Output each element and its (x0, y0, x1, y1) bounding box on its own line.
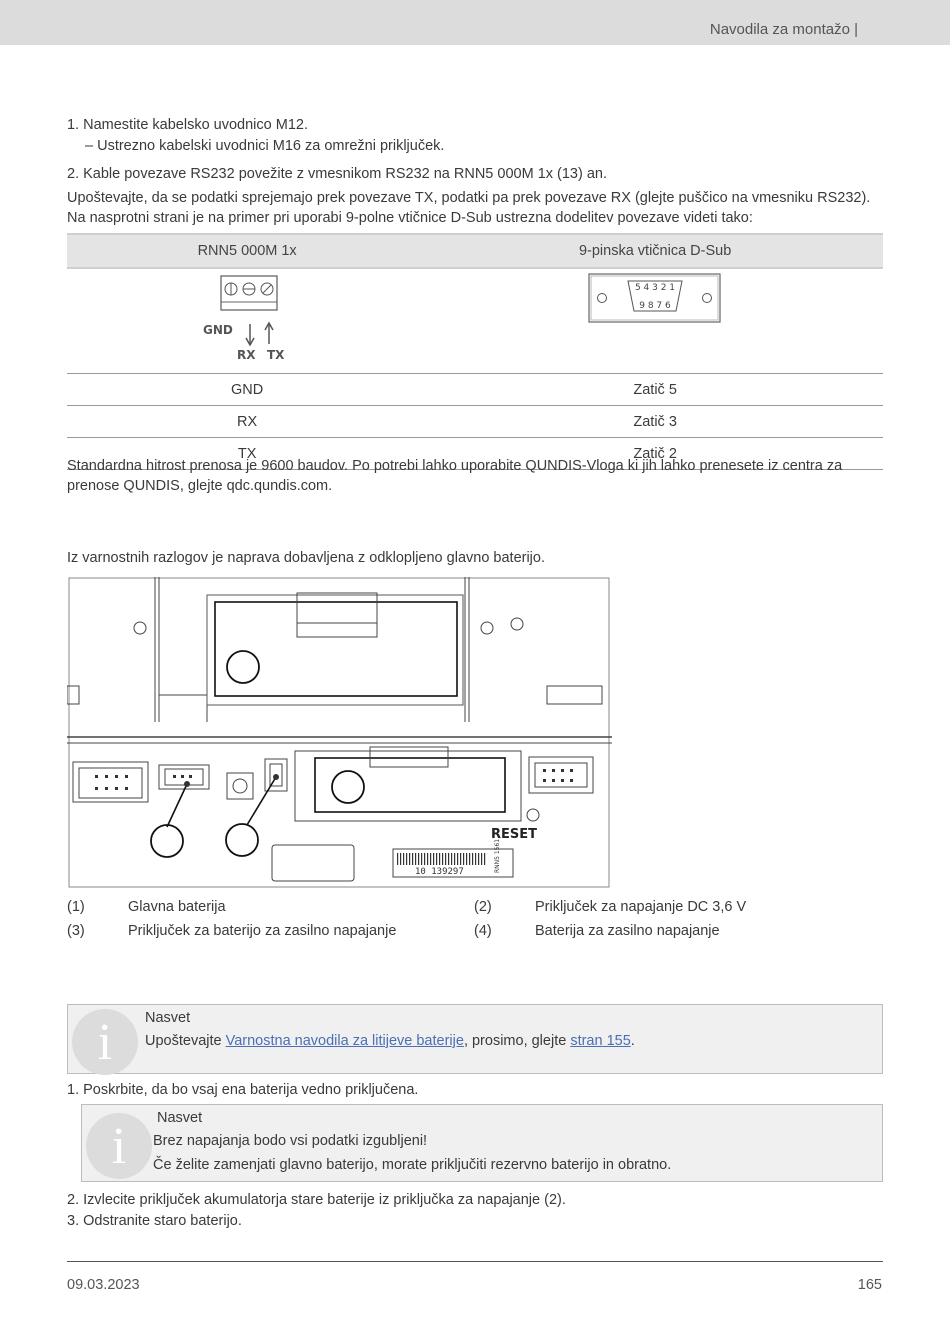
note-line: Brez napajanja bodo vsi podatki izgubljeni! (153, 1133, 428, 1149)
note-text: , prosimo, glejte (463, 1033, 571, 1049)
step-b3: 3. Odstranite staro baterijo. (67, 1213, 242, 1229)
terminal-block-diagram (187, 272, 307, 367)
step-b2: 2. Izvlecite priključek akumulatorja stare baterije iz priključka za napajanje (2). (67, 1192, 566, 1208)
dsub-bottom-pins: 9 8 7 6 (639, 301, 671, 311)
note-line: Če želite zamenjati glavno baterijo, morate priključiti rezervno baterijo in obratno. (153, 1157, 672, 1173)
header-title: Navodila za montažo | (709, 21, 858, 38)
baud-rate-text: Standardna hitrost prenosa je 9600 baudov. Po potrebi lahko uporabite QUNDIS-Vloga ki jih lahko prenesete iz centra za prenose QUNDIS, glejte qdc.qundis.com. (67, 458, 843, 494)
legend-text: Priključek za napajanje DC 3,6 V (535, 899, 747, 915)
step-b1: 1. Poskrbite, da bo vsaj ena baterija vedno priključena. (67, 1082, 419, 1098)
table-cell: RX (67, 406, 427, 438)
table-row (67, 374, 883, 406)
footer-date: 09.03.2023 (67, 1277, 140, 1293)
table-cell: GND (67, 374, 427, 406)
info-icon: i (86, 1113, 152, 1179)
note-box-power (81, 1104, 883, 1182)
table-row (67, 406, 883, 438)
connection-table (67, 233, 883, 470)
legend-num: (1) (67, 899, 85, 915)
info-icon: i (72, 1009, 138, 1075)
note-box-safety (67, 1004, 883, 1074)
battery-intro: Iz varnostnih razlogov je naprava dobavljena z odklopljeno glavno baterijo. (67, 550, 545, 566)
table-header-rnn: RNN5 000M 1x (67, 234, 427, 268)
barcode-number: 10 139297 (415, 867, 464, 877)
step-1-sub: – Ustrezno kabelski uvodnici M16 za omrežni priključek. (85, 138, 445, 154)
footer-divider (67, 1261, 883, 1262)
reset-label: RESET (491, 827, 538, 842)
rs232-intro: Upoštevajte, da se podatki sprejemajo prek povezave TX, podatki pa prek povezave RX (glejte puščico na vmesniku RS232). Na nasprotni strani je na primer pri uporabi 9-polne vtičnice D-Sub ustrezna dodelitev povezave videti tako: (67, 190, 871, 226)
dsub-connector-diagram (588, 273, 722, 325)
note-title: Nasvet (145, 1010, 191, 1026)
legend-text: Baterija za zasilno napajanje (535, 923, 720, 939)
legend-text: Priključek za baterijo za zasilno napajanje (128, 923, 397, 939)
terminal-diagram-cell (67, 268, 427, 374)
table-cell: Zatič 2 (427, 438, 883, 470)
note-title: Nasvet (157, 1110, 203, 1126)
legend-num: (3) (67, 923, 85, 939)
gnd-terminal-label: GND (203, 322, 233, 337)
note-body (145, 1033, 635, 1049)
legend-num: (2) (474, 899, 492, 915)
footer-page-number: 165 (857, 1277, 882, 1293)
device-figure (67, 577, 612, 889)
barcode-side-label: RNN5 1561 (494, 838, 501, 873)
table-cell: TX (67, 438, 427, 470)
dsub-top-pins: 5 4 3 2 1 (635, 283, 676, 293)
tx-terminal-label: TX (267, 347, 285, 362)
table-cell: Zatič 5 (427, 374, 883, 406)
legend-num: (4) (474, 923, 492, 939)
safety-link[interactable]: Varnostna navodila za litijeve baterije (225, 1033, 464, 1049)
dsub-diagram-cell (427, 268, 883, 374)
note-text: Upoštevajte (145, 1033, 226, 1049)
legend-text: Glavna baterija (128, 899, 226, 915)
note-text: . (630, 1033, 635, 1049)
step-1: 1. Namestite kabelsko uvodnico M12. (67, 117, 308, 133)
step-2: 2. Kable povezave RS232 povežite z vmesnikom RS232 na RNN5 000M 1x (13) an. (67, 166, 608, 182)
table-header-dsub: 9-pinska vtičnica D-Sub (427, 234, 883, 268)
rx-terminal-label: RX (237, 347, 256, 362)
page-link[interactable]: stran 155 (570, 1033, 631, 1049)
table-cell: Zatič 3 (427, 406, 883, 438)
